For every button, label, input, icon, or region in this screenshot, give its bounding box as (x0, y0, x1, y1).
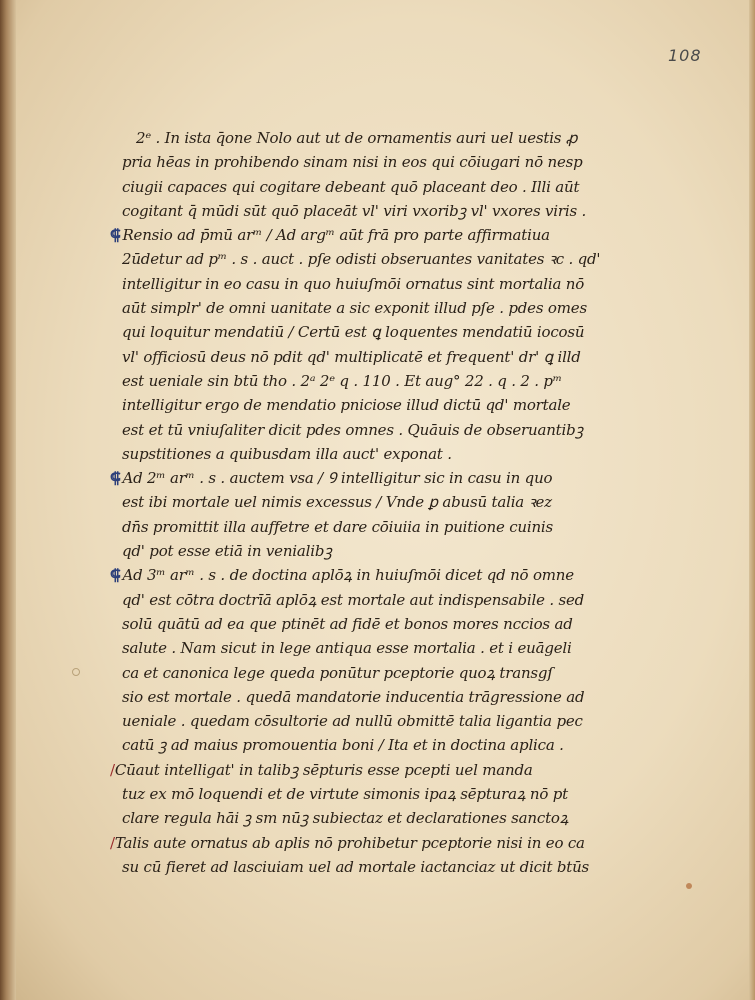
manuscript-line (110, 418, 650, 442)
manuscript-line (110, 199, 650, 223)
manuscript-line-text: 2ᵉ . In ista q̄one Nolo aut ut de ornamentis auri uel uestis ꝓ (136, 129, 578, 147)
manuscript-line-text: solū quātū ad ea que ptinēt ad fidē et bonos mores nccios ad (122, 614, 573, 633)
manuscript-line (110, 733, 650, 757)
manuscript-line (110, 758, 650, 782)
manuscript-text-block (110, 126, 650, 879)
manuscript-line-text: Rensio ad p̄mū arᵐ / Ad argᵐ aūt frā pro parte affirmatiua (122, 226, 550, 245)
page-right-edge (749, 0, 755, 1000)
manuscript-line-text: 2ūdetur ad pᵐ . s . auct . pſe odisti obseruantes vanitates ꝛc . qd' (122, 250, 601, 269)
ink-spot (686, 883, 692, 889)
manuscript-line (110, 442, 650, 466)
manuscript-line (110, 296, 650, 320)
manuscript-line (110, 588, 650, 612)
manuscript-line-text: Talis aute ornatus ab aplis nō prohibetur pceptorie nisi in eo ca (114, 833, 585, 852)
manuscript-line (110, 490, 650, 514)
manuscript-line-text: su cū fieret ad lasciuiam uel ad mortale iactanciaz ut dicit btūs (122, 857, 590, 876)
manuscript-line (110, 806, 650, 830)
manuscript-line-text: salute . Nam sicut in lege antiqua esse mortalia . et i euāgeli (122, 639, 572, 658)
manuscript-line (110, 782, 650, 806)
manuscript-line-text: qd' pot esse etiā in venialibꝫ (122, 542, 332, 561)
manuscript-line (110, 272, 650, 296)
red-slash-mark-icon: / (110, 760, 115, 779)
manuscript-line (110, 150, 650, 174)
manuscript-line (110, 345, 650, 369)
manuscript-line-text: aūt simplr' de omni uanitate a sic exponit illud pſe . pdes omes (122, 299, 587, 318)
paragraph-mark-icon: ⸿ (110, 226, 121, 245)
manuscript-line-text: est et tū vniuſaliter dicit pdes omnes . Quāuis de obseruantibꝫ (122, 420, 583, 439)
manuscript-line (110, 612, 650, 636)
page-binding-gutter (0, 0, 16, 1000)
manuscript-line-text: dn̄s promittit illa auffetre et dare cōiuiia in puitione cuinis (122, 517, 554, 536)
manuscript-line (110, 636, 650, 660)
manuscript-line-text: pria hēas in prohibendo sinam nisi in eos qui cōiugari nō nesp (122, 153, 583, 172)
manuscript-line-text: clare regula hāi ꝫ sm nūꝫ subiectaz et declarationes sanctoꝝ (122, 809, 569, 828)
manuscript-line (110, 466, 650, 490)
manuscript-line (110, 685, 650, 709)
manuscript-line-text: intelligitur in eo casu in quo huiuſmōi ornatus sint mortalia nō (122, 274, 585, 293)
manuscript-line-text: Ad 3ᵐ arᵐ . s . de doctina aplōꝝ in huiuſmōi dicet qd nō omne (122, 566, 574, 585)
manuscript-line (110, 369, 650, 393)
ink-spot (72, 668, 80, 676)
manuscript-line-text: Ad 2ᵐ arᵐ . s . auctem vsa / Ꝯ intelligitur sic in casu in quo (122, 469, 553, 488)
manuscript-line-text: ca et canonica lege queda ponūtur pceptorie quoꝝ transgſ (122, 663, 553, 682)
paragraph-mark-icon: ⸿ (110, 469, 121, 488)
manuscript-line-text: tuz ex mō loquendi et de virtute simonis ipaꝝ sēpturaꝝ nō pt (122, 785, 568, 804)
manuscript-line-text: ciugii capaces qui cogitare debeant quō placeant deo . Illi aūt (122, 177, 580, 196)
manuscript-line-text: vl' officiosū deus nō pdit qd' multiplicatē et frequent' dr' ꝗ illd (122, 347, 581, 366)
paragraph-mark-icon: ⸿ (110, 566, 121, 585)
manuscript-line-text: supstitiones a quibusdam illa auct' exponat . (122, 444, 452, 463)
folio-number: 108 (668, 46, 702, 65)
manuscript-line (110, 539, 650, 563)
manuscript-line-text: cogitant q̄ mūdi sūt quō placeāt vl' viri vxoribꝫ vl' vxores viris . (122, 201, 587, 220)
manuscript-line-text: catū ꝫ ad maius promouentia boni / Ita et in doctina aplica . (122, 736, 564, 755)
manuscript-line (110, 247, 650, 271)
manuscript-line-text: Cūaut intelligat' in talibꝫ sēpturis esse pcepti uel manda (114, 760, 533, 779)
manuscript-line (110, 831, 650, 855)
manuscript-line (110, 320, 650, 344)
manuscript-line-text: est ibi mortale uel nimis excessus / Vnde ꝑ abusū talia ꝛez (122, 493, 552, 512)
manuscript-line (110, 393, 650, 417)
manuscript-line (110, 515, 650, 539)
manuscript-line-text: qd' est cōtra doctrīā aplōꝝ est mortale aut indispensabile . sed (122, 590, 585, 609)
manuscript-line (110, 223, 650, 247)
manuscript-line-text: ueniale . quedam cōsultorie ad nullū obmittē talia ligantia pec (122, 712, 583, 731)
manuscript-line (110, 175, 650, 199)
manuscript-line (110, 661, 650, 685)
manuscript-line-text: sio est mortale . quedā mandatorie inducentia trāgressione ad (122, 687, 585, 706)
manuscript-line-text: est ueniale sin btū tho . 2ᵃ 2ᵉ q . 110 . Et aug° 22 . q . 2 . pᵐ (122, 371, 562, 390)
manuscript-line (110, 855, 650, 879)
red-slash-mark-icon: / (110, 833, 115, 852)
manuscript-line (110, 563, 650, 587)
manuscript-line-text: intelligitur ergo de mendatio pniciose illud dictū qd' mortale (122, 396, 571, 415)
manuscript-line-text: qui loquitur mendatiū / Certū est ꝗ loquentes mendatiū iocosū (122, 323, 585, 342)
manuscript-line (110, 709, 650, 733)
manuscript-line (110, 126, 650, 150)
